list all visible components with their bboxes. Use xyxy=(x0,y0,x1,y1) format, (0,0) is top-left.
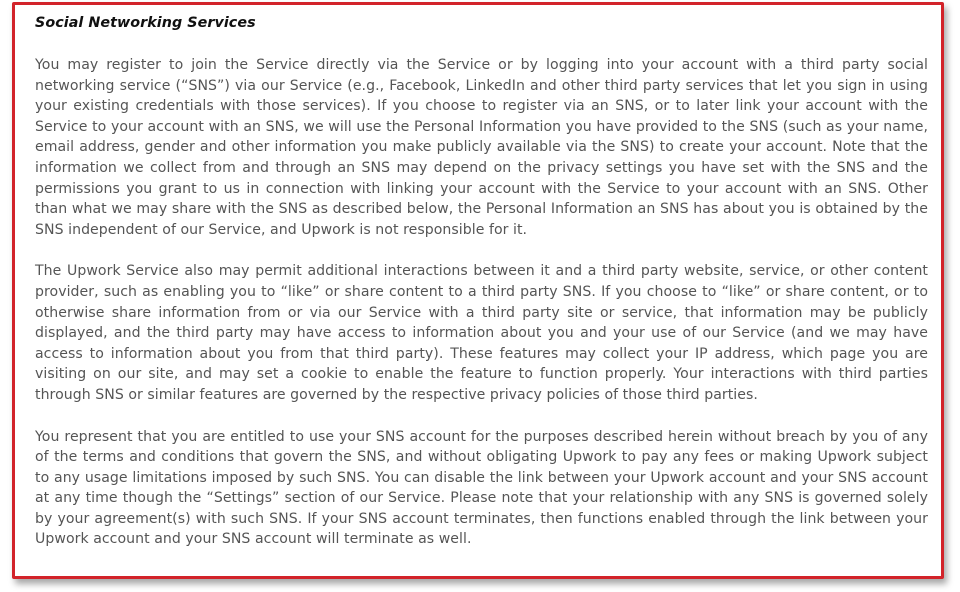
highlight-frame xyxy=(12,2,944,579)
paragraph-sns-registration: You may register to join the Service directly via the Service or by logging into your account with a third party social networking service (“SNS”) via our Service (e.g., Facebook, LinkedIn and other third party services that let you sign in using your existing credentials with those services). If you choose to register via an SNS, or to later link your account with the Service to your account with an SNS, we will use the Personal Information you have provided to the SNS (such as your name, email address, gender and other information you make publicly available via the SNS) to create your account. Note that the information we collect from and through an SNS may depend on the privacy settings you have set with the SNS and the permissions you grant to us in connection with linking your account with the Service to your account with an SNS. Other than what we may share with the SNS as described below, the Personal Information an SNS has about you is obtained by the SNS independent of our Service, and Upwork is not responsible for it. xyxy=(35,57,928,238)
section-title: Social Networking Services xyxy=(35,15,256,31)
paragraph-account-representation: You represent that you are entitled to use your SNS account for the purposes described herein without breach by you of any of the terms and conditions that govern the SNS, and without obligating Upwork to pay any fees or making Upwork subject to any usage limitations imposed by such SNS. You can disable the link between your Upwork account and your SNS account at any time though the “Settings” section of our Service. Please note that your relationship with any SNS is governed solely by your agreement(s) with such SNS. If your SNS account terminates, then functions enabled through the link between your Upwork account and your SNS account will terminate as well. xyxy=(35,428,928,548)
paragraph-third-party-interactions: The Upwork Service also may permit additional interactions between it and a third party website, service, or other content provider, such as enabling you to “like” or share content to a third party SNS. If you choose to “like” or share content, or to otherwise share information from or via our Service with a third party site or service, that information may be publicly displayed, and the third party may have access to information about you and your use of our Service (and we may have access to information about you from that third party). These features may collect your IP address, which page you are visiting on our site, and may set a cookie to enable the feature to function properly. Your interactions with third parties through SNS or similar features are governed by the respective privacy policies of those third parties. xyxy=(35,263,928,403)
policy-section xyxy=(35,13,928,571)
